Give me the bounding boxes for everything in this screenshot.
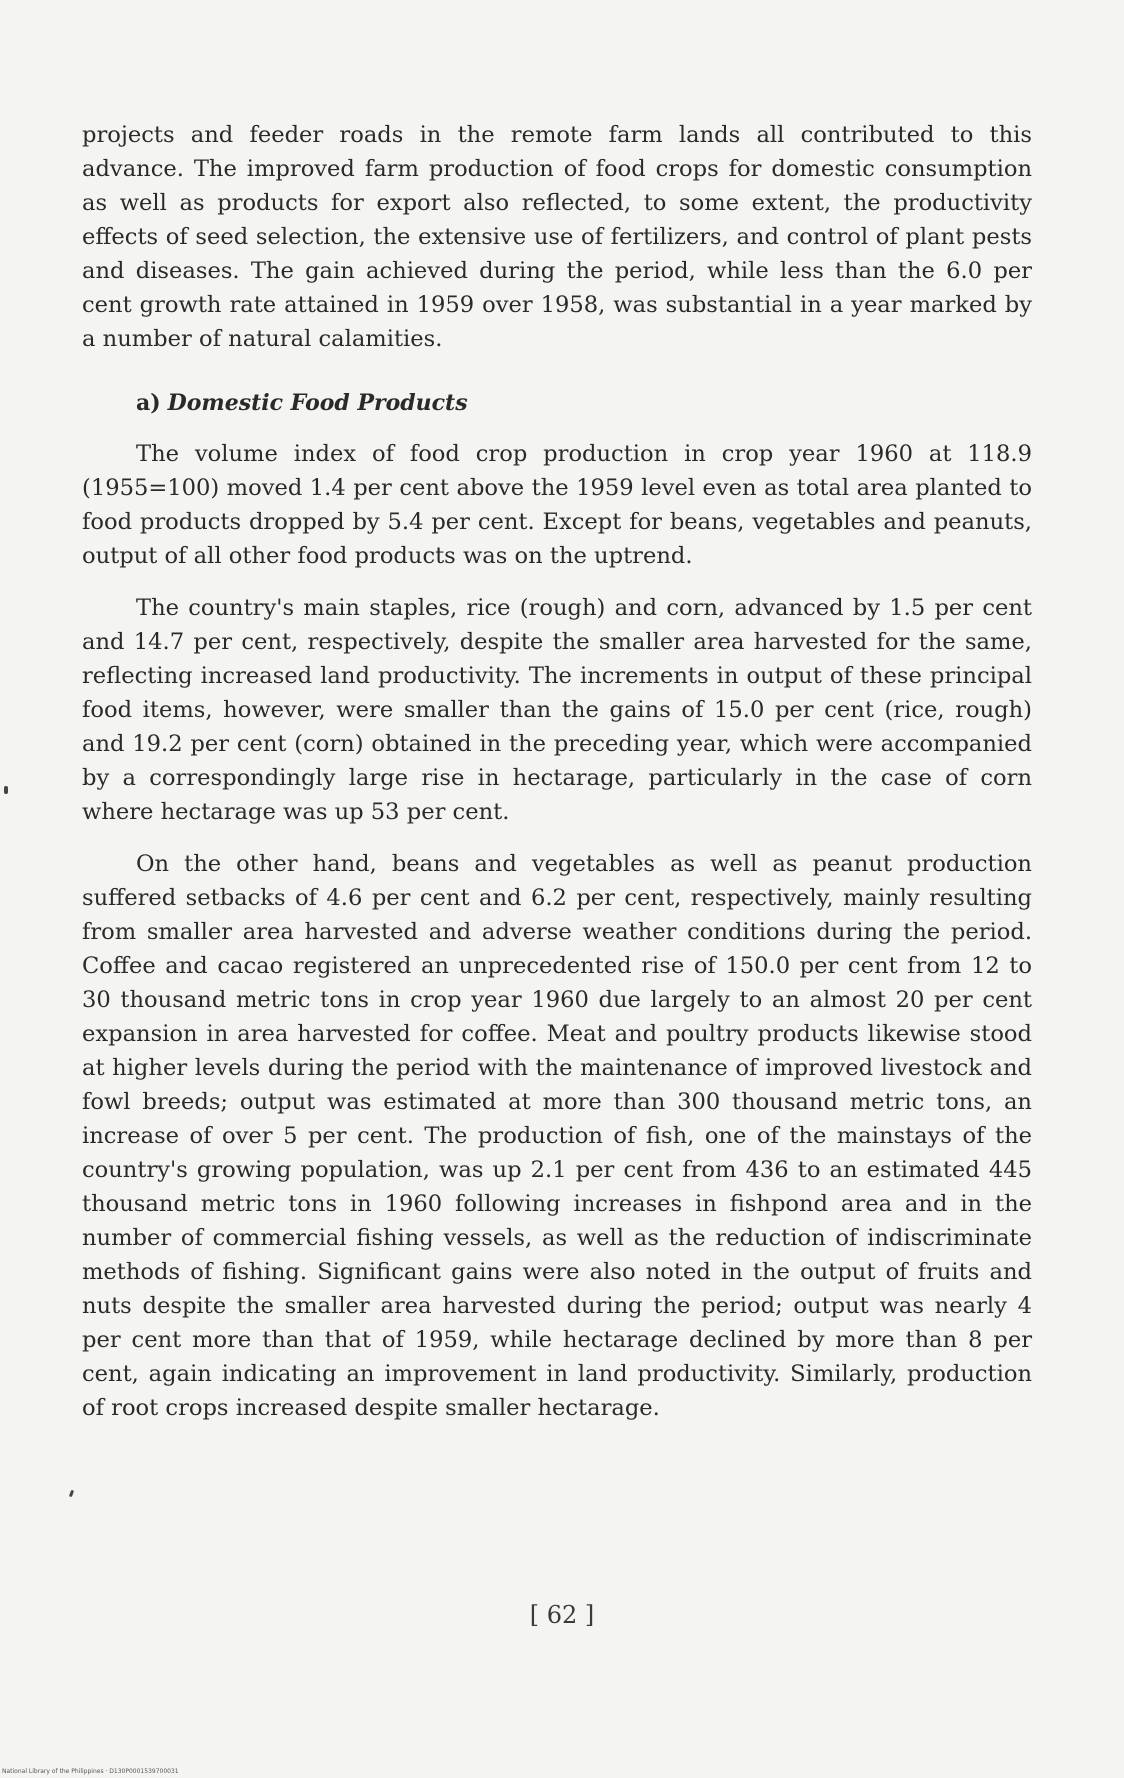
section-heading-title: Domestic Food Products xyxy=(167,390,468,416)
paragraph-volume-index: The volume index of food crop production in crop year 1960 at 118.9 (1955=100) moved 1.4 per cent above the 1959 level even as total area planted to food products dropped by 5.4 per cent. Except for beans, vegetables and peanuts, output of all other food products was on the uptrend. xyxy=(82,441,1032,569)
scan-footer-note: National Library of the Philippines · D130P0001539700031 xyxy=(2,1768,179,1775)
page-number: [ 62 ] xyxy=(529,1601,595,1629)
section-heading-label: a) xyxy=(136,390,161,416)
paragraph-other-hand: On the other hand, beans and vegetables as well as peanut production suffered setbacks of 4.6 per cent and 6.2 per cent, respectively, mainly resulting from smaller area harvested and adverse weather conditions during the period. Coffee and cacao registered an unprecedented rise of 150.0 per cent from 12 to 30 thousand metric tons in crop year 1960 due largely to an almost 20 per cent expansion in area harvested for coffee. Meat and poultry products likewise stood at higher levels during the period with the maintenance of improved livestock and fowl breeds; output was estimated at more than 300 thousand metric tons, an increase of over 5 per cent. The production of fish, one of the mainstays of the country's growing population, was up 2.1 per cent from 436 to an estimated 445 thousand metric tons in 1960 following increases in fishpond area and in the number of commercial fishing vessels, as well as the reduction of indiscriminate methods of fishing. Significant gains were also noted in the output of fruits and nuts despite the smaller area harvested during the period; output was nearly 4 per cent more than that of 1959, while hectarage declined by more than 8 per cent, again indicating an improvement in land productivity. Similarly, production of root crops increased despite smaller hectarage. xyxy=(82,851,1032,1421)
page-body xyxy=(82,118,1032,1425)
scan-mark xyxy=(69,1490,74,1498)
scan-mark xyxy=(4,786,8,794)
paragraph-gap xyxy=(82,829,1032,847)
section-heading xyxy=(136,388,1032,419)
paragraph-staples: The country's main staples, rice (rough) and corn, advanced by 1.5 per cent and 14.7 per cent, respectively, despite the smaller area harvested for the same, reflecting increased land productivity. The increments in output of these principal food items, however, were smaller than the gains of 15.0 per cent (rice, rough) and 19.2 per cent (corn) obtained in the preceding year, which were accompanied by a correspondingly large rise in hectarage, particularly in the case of corn where hectarage was up 53 per cent. xyxy=(82,595,1032,825)
paragraph-intro: projects and feeder roads in the remote farm lands all contributed to this advance. The improved farm production of food crops for domestic consumption as well as products for export also reflected, to some extent, the productivity effects of seed selection, the extensive use of fertilizers, and control of plant pests and diseases. The gain achieved during the period, while less than the 6.0 per cent growth rate attained in 1959 over 1958, was substantial in a year marked by a number of natural calamities. xyxy=(82,122,1032,352)
paragraph-gap xyxy=(82,573,1032,591)
